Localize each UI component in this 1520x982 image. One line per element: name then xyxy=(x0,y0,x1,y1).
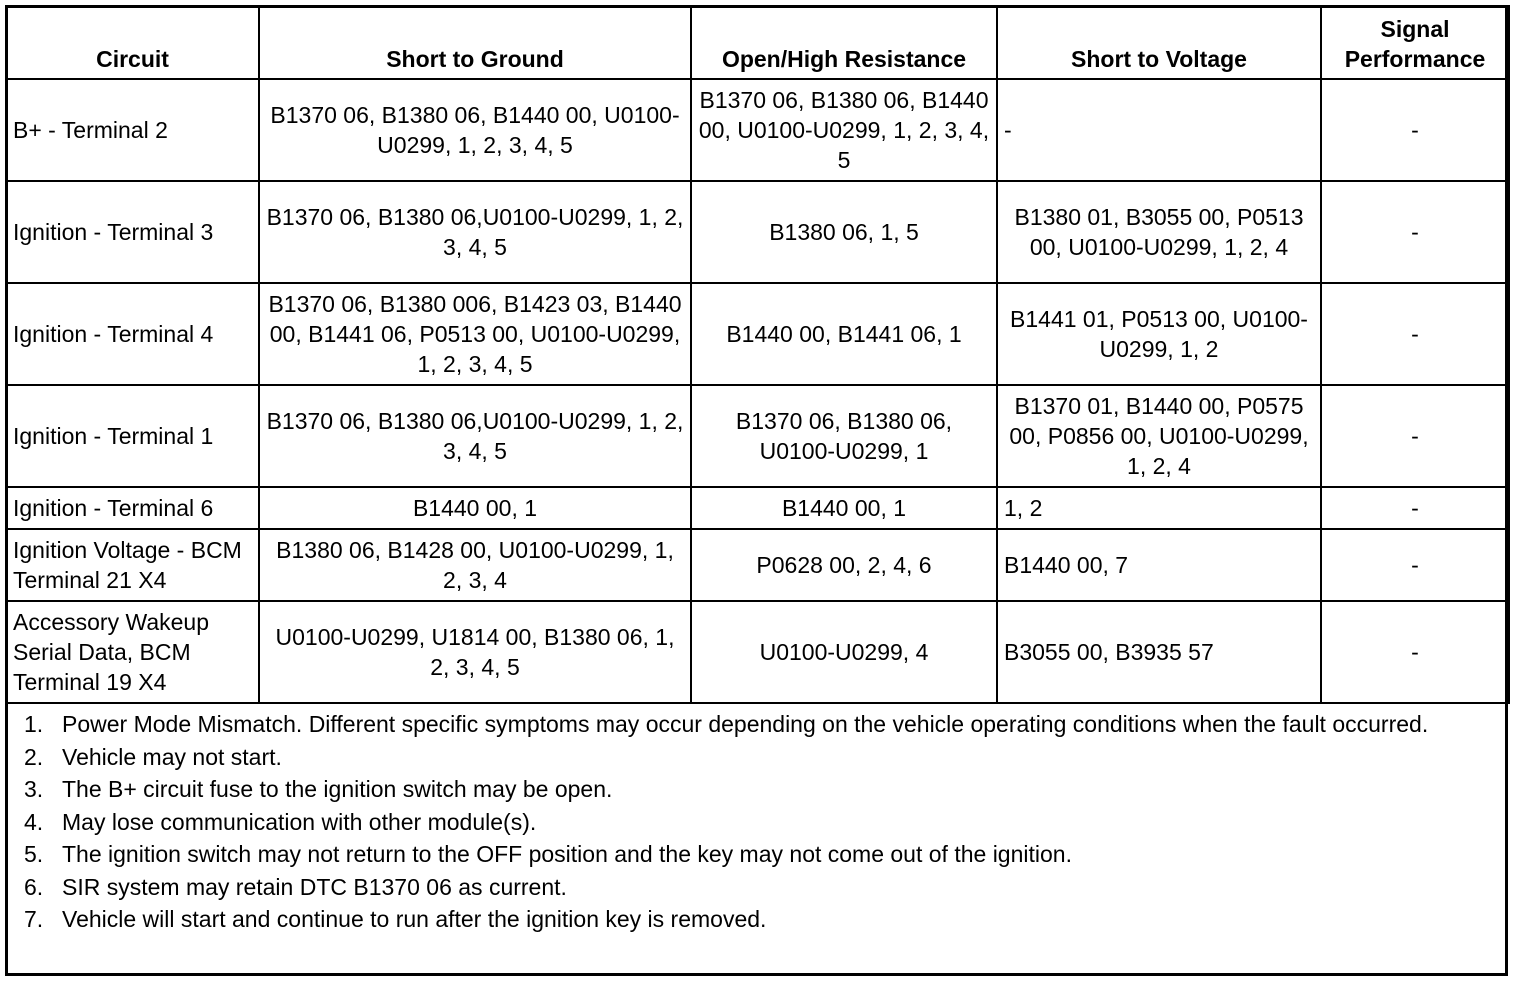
cell-signal-performance: - xyxy=(1321,487,1509,529)
cell-signal-performance: - xyxy=(1321,601,1509,703)
cell-short-to-ground: B1370 06, B1380 06,U0100-U0299, 1, 2, 3, 4, 5 xyxy=(259,385,691,487)
table-header-row xyxy=(6,6,1509,79)
cell-circuit: B+ - Terminal 2 xyxy=(6,79,259,181)
cell-short-to-voltage: - xyxy=(997,79,1321,181)
cell-short-to-voltage: B3055 00, B3935 57 xyxy=(997,601,1321,703)
cell-open-high-resistance: B1440 00, 1 xyxy=(691,487,997,529)
footnotes xyxy=(24,709,1464,937)
cell-short-to-ground: B1370 06, B1380 06, B1440 00, U0100-U0299, 1, 2, 3, 4, 5 xyxy=(259,79,691,181)
footnote-text: Vehicle will start and continue to run after the ignition key is removed. xyxy=(62,906,767,932)
cell-short-to-ground: U0100-U0299, U1814 00, B1380 06, 1, 2, 3, 4, 5 xyxy=(259,601,691,703)
footnote-text: May lose communication with other module(s). xyxy=(62,808,537,835)
header-short-to-voltage: Short to Voltage xyxy=(997,6,1321,79)
cell-short-to-ground: B1370 06, B1380 006, B1423 03, B1440 00, B1441 06, P0513 00, U0100-U0299, 1, 2, 3, 4, 5 xyxy=(259,283,691,385)
table-row xyxy=(6,601,1509,703)
header-circuit: Circuit xyxy=(6,6,259,79)
footnote-5 xyxy=(24,839,1464,869)
footnote-text: Vehicle may not start. xyxy=(62,743,282,770)
footnote-3 xyxy=(24,774,1464,804)
cell-short-to-voltage: B1380 01, B3055 00, P0513 00, U0100-U0299, 1, 2, 4 xyxy=(997,181,1321,283)
footnote-number: 6. xyxy=(24,873,44,900)
footnote-text: The ignition switch may not return to the OFF position and the key may not come out of the ignition. xyxy=(62,841,1072,867)
cell-open-high-resistance: B1370 06, B1380 06, B1440 00, U0100-U0299, 1, 2, 3, 4, 5 xyxy=(691,79,997,181)
cell-short-to-ground: B1370 06, B1380 06,U0100-U0299, 1, 2, 3, 4, 5 xyxy=(259,181,691,283)
cell-short-to-ground: B1440 00, 1 xyxy=(259,487,691,529)
footnote-4 xyxy=(24,807,1464,837)
cell-circuit: Ignition - Terminal 3 xyxy=(6,181,259,283)
cell-open-high-resistance: B1370 06, B1380 06, U0100-U0299, 1 xyxy=(691,385,997,487)
footnote-number: 3. xyxy=(24,776,44,802)
cell-open-high-resistance: B1380 06, 1, 5 xyxy=(691,181,997,283)
cell-circuit: Accessory Wakeup Serial Data, BCM Terminal 19 X4 xyxy=(6,601,259,703)
cell-open-high-resistance: P0628 00, 2, 4, 6 xyxy=(691,529,997,601)
cell-short-to-voltage: 1, 2 xyxy=(997,487,1321,529)
footnote-1 xyxy=(24,709,1464,739)
cell-short-to-ground: B1380 06, B1428 00, U0100-U0299, 1, 2, 3, 4 xyxy=(259,529,691,601)
cell-signal-performance: - xyxy=(1321,79,1509,181)
cell-circuit: Ignition - Terminal 4 xyxy=(6,283,259,385)
cell-circuit: Ignition - Terminal 1 xyxy=(6,385,259,487)
footnote-7 xyxy=(24,904,1464,934)
header-open-high-resistance: Open/High Resistance xyxy=(691,6,997,79)
cell-circuit: Ignition Voltage - BCM Terminal 21 X4 xyxy=(6,529,259,601)
footnote-text: Power Mode Mismatch. Different specific symptoms may occur depending on the vehicle operating conditions when the fault occurred. xyxy=(62,711,1429,737)
footnote-number: 4. xyxy=(24,808,44,835)
footnote-number: 7. xyxy=(24,906,44,932)
table-row xyxy=(6,283,1509,385)
cell-signal-performance: - xyxy=(1321,385,1509,487)
cell-short-to-voltage: B1370 01, B1440 00, P0575 00, P0856 00, U0100-U0299, 1, 2, 4 xyxy=(997,385,1321,487)
header-signal-performance: Signal Performance xyxy=(1321,6,1509,79)
cell-short-to-voltage: B1441 01, P0513 00, U0100-U0299, 1, 2 xyxy=(997,283,1321,385)
footnote-number: 5. xyxy=(24,841,44,867)
cell-short-to-voltage: B1440 00, 7 xyxy=(997,529,1321,601)
footnote-number: 2. xyxy=(24,743,44,770)
table-row xyxy=(6,181,1509,283)
footnote-2 xyxy=(24,742,1464,772)
table-row xyxy=(6,487,1509,529)
cell-open-high-resistance: B1440 00, B1441 06, 1 xyxy=(691,283,997,385)
table-row xyxy=(6,79,1509,181)
cell-signal-performance: - xyxy=(1321,529,1509,601)
cell-circuit: Ignition - Terminal 6 xyxy=(6,487,259,529)
footnote-6 xyxy=(24,872,1464,902)
header-short-to-ground: Short to Ground xyxy=(259,6,691,79)
cell-signal-performance: - xyxy=(1321,181,1509,283)
table-row xyxy=(6,385,1509,487)
footnote-text: SIR system may retain DTC B1370 06 as current. xyxy=(62,873,567,900)
footnote-text: The B+ circuit fuse to the ignition switch may be open. xyxy=(62,776,613,802)
table-row xyxy=(6,529,1509,601)
circuit-dtc-table xyxy=(5,5,1510,704)
footnote-number: 1. xyxy=(24,711,44,737)
cell-open-high-resistance: U0100-U0299, 4 xyxy=(691,601,997,703)
cell-signal-performance: - xyxy=(1321,283,1509,385)
